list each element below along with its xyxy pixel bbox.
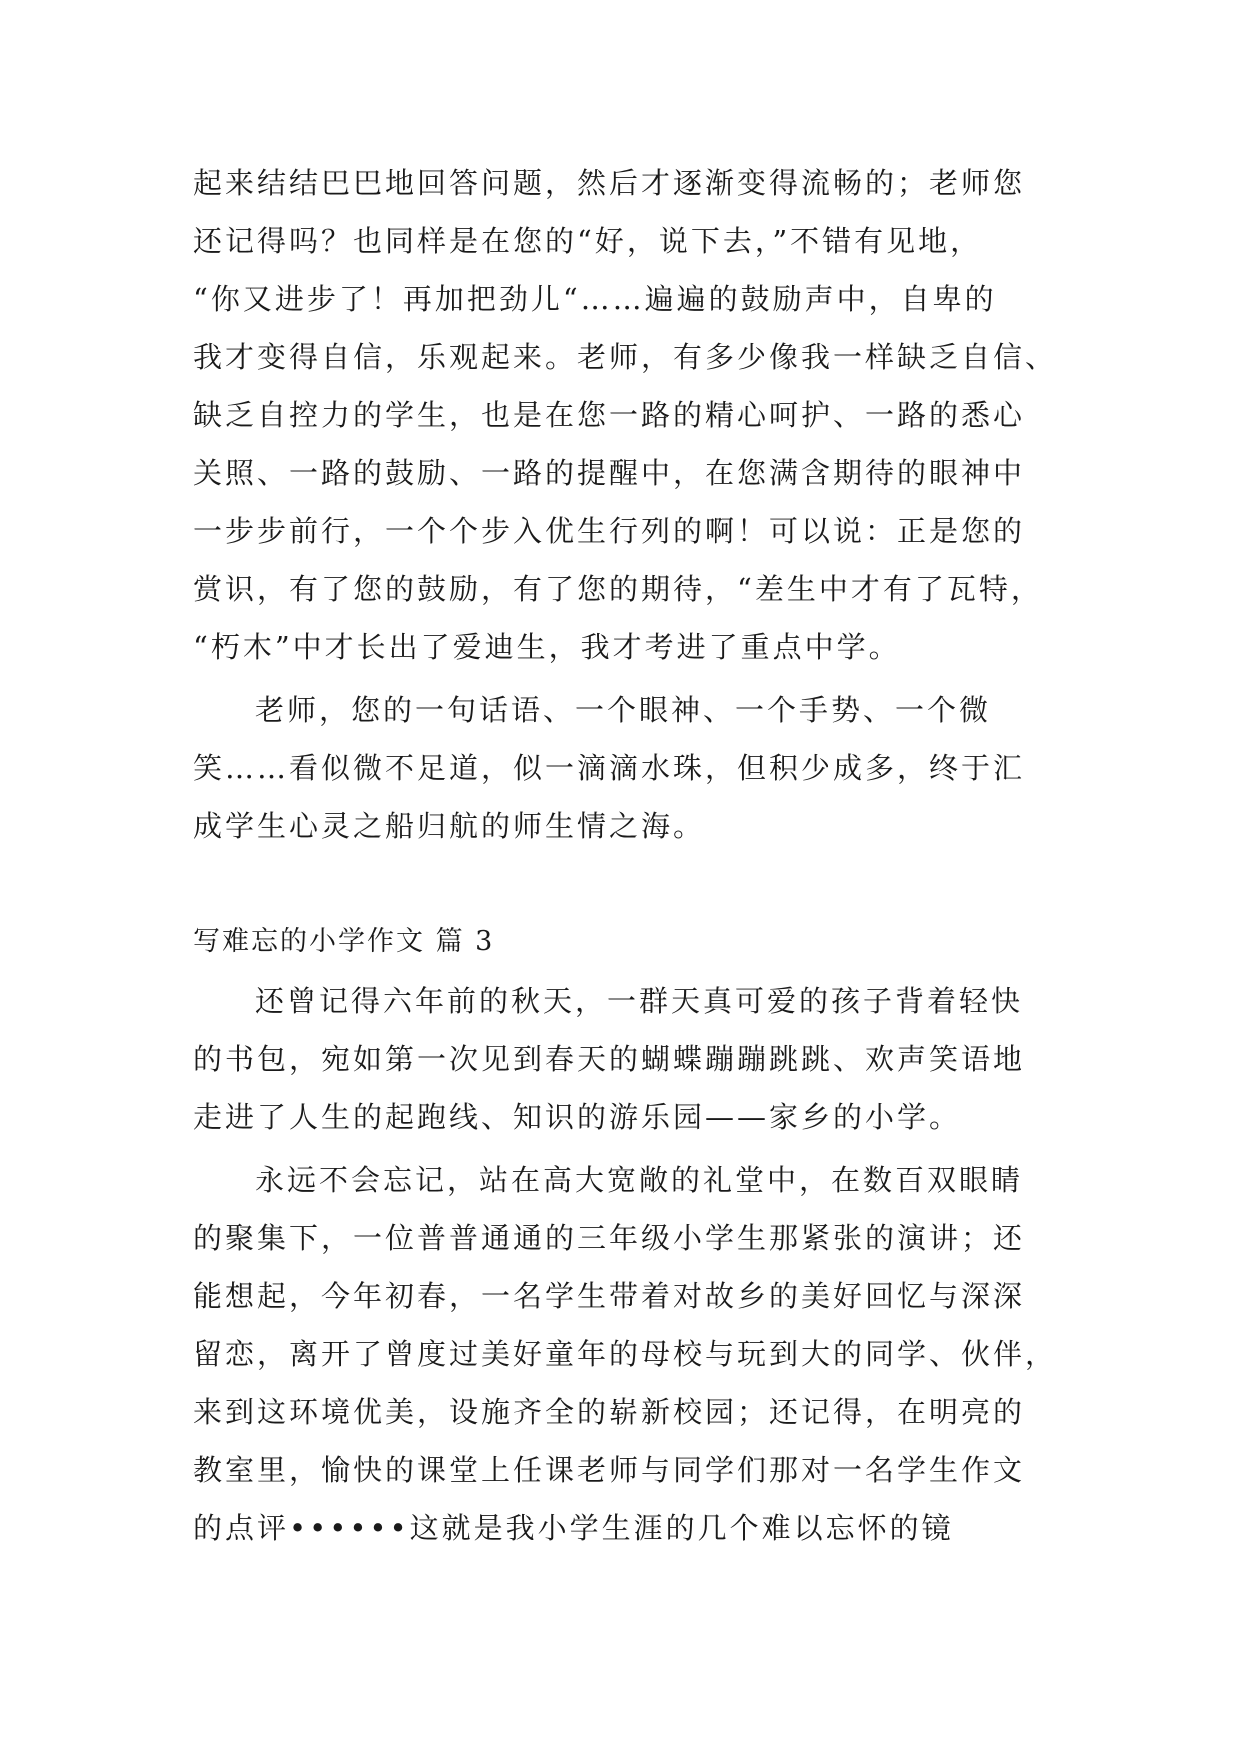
- paragraph-line: 一步步前行，一个个步入优生行列的啊！可以说：正是您的: [193, 514, 1026, 548]
- paragraph-line: 的聚集下，一位普普通通的三年级小学生那紧张的演讲；还: [193, 1221, 1026, 1255]
- paragraph-line: 的书包，宛如第一次见到春天的蝴蝶蹦蹦跳跳、欢声笑语地: [193, 1042, 1026, 1076]
- paragraph-line: 起来结结巴巴地回答问题，然后才逐渐变得流畅的；老师您: [193, 166, 1026, 200]
- paragraph-first-line: 老师，您的一句话语、一个眼神、一个手势、一个微: [255, 693, 992, 727]
- paragraph-first-line: 永远不会忘记，站在高大宽敞的礼堂中，在数百双眼睛: [255, 1163, 1024, 1197]
- paragraph-line: 还记得吗？也同样是在您的“好，说下去，”不错有见地，: [193, 224, 983, 258]
- paragraph-line: 缺乏自控力的学生，也是在您一路的精心呵护、一路的悉心: [193, 398, 1026, 432]
- section-heading: 写难忘的小学作文 篇 3: [193, 926, 495, 957]
- paragraph-line: 走进了人生的起跑线、知识的游乐园——家乡的小学。: [193, 1100, 962, 1134]
- paragraph-line: 留恋，离开了曾度过美好童年的母校与玩到大的同学、伙伴，: [193, 1337, 1058, 1371]
- paragraph-line: 来到这环境优美，设施齐全的崭新校园；还记得，在明亮的: [193, 1395, 1026, 1429]
- paragraph-first-line: 还曾记得六年前的秋天，一群天真可爱的孩子背着轻快: [255, 984, 1024, 1018]
- paragraph-line: 关照、一路的鼓励、一路的提醒中，在您满含期待的眼神中: [193, 456, 1026, 490]
- paragraph-line: “你又进步了！再加把劲儿“……遍遍的鼓励声中，自卑的: [193, 282, 997, 316]
- paragraph-line: 教室里，愉快的课堂上任课老师与同学们那对一名学生作文: [193, 1453, 1026, 1487]
- paragraph-line: 赏识，有了您的鼓励，有了您的期待，“差生中才有了瓦特，: [193, 572, 1043, 606]
- paragraph-line: 成学生心灵之船归航的师生情之海。: [193, 809, 706, 843]
- paragraph-line: 我才变得自信，乐观起来。老师，有多少像我一样缺乏自信、: [193, 340, 1058, 374]
- paragraph-line: 能想起，今年初春，一名学生带着对故乡的美好回忆与深深: [193, 1279, 1026, 1313]
- paragraph-line: 笑……看似微不足道，似一滴滴水珠，但积少成多，终于汇: [193, 751, 1026, 785]
- paragraph-line: “朽木”中才长出了爱迪生，我才考进了重点中学。: [193, 630, 901, 664]
- paragraph-line: 的点评••••••这就是我小学生涯的几个难以忘怀的镜: [193, 1511, 954, 1545]
